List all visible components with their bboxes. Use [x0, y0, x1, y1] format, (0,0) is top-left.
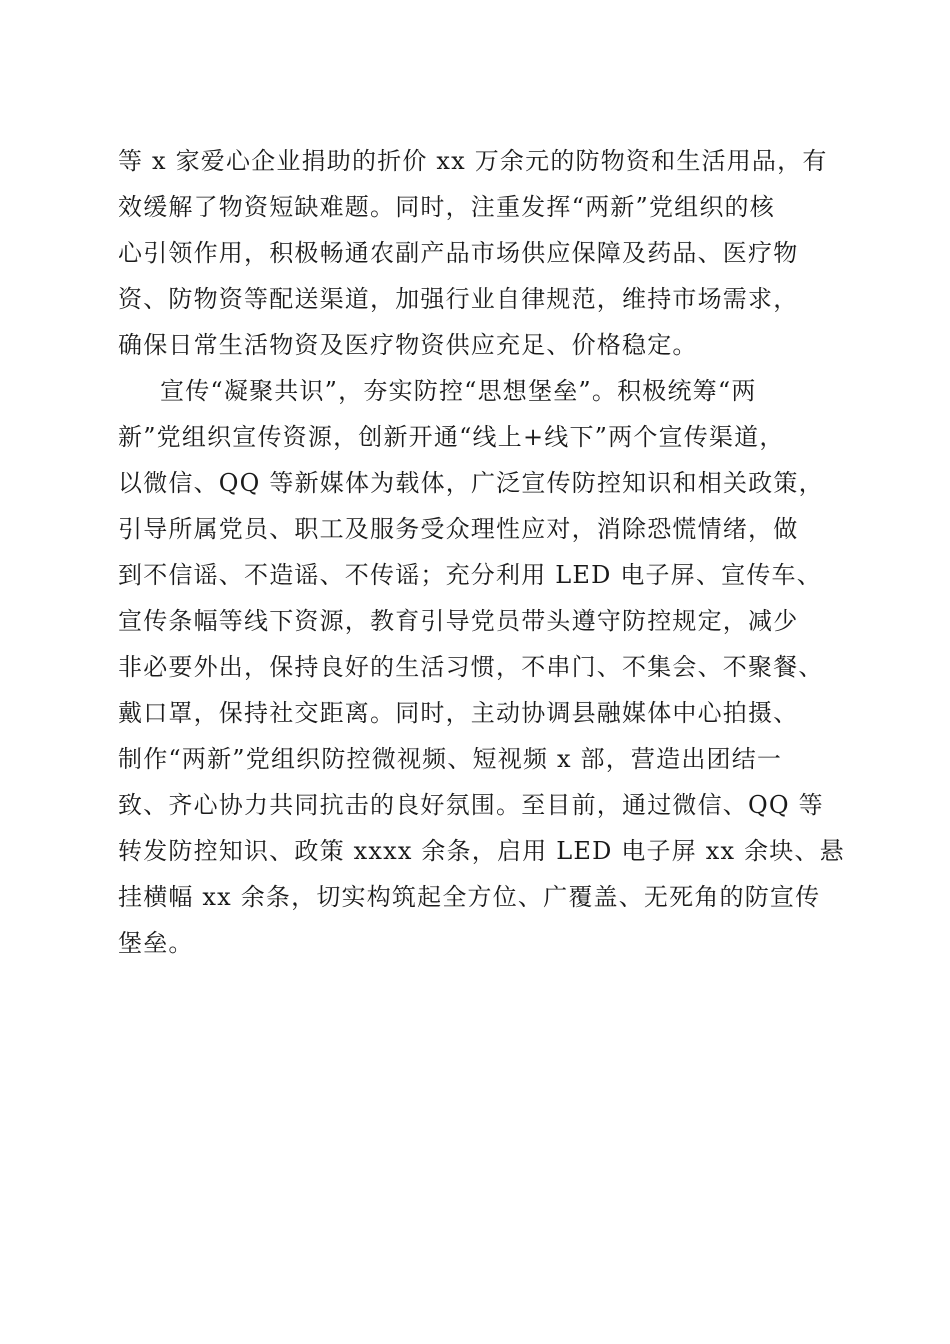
paragraph-1-line-1: 等 x 家爱心企业捐助的折价 xx 万余元的防物资和生活用品，有 — [118, 147, 828, 175]
paragraph-2-line-2: 新”党组织宣传资源，创新开通“线上+线下”两个宣传渠道， — [118, 423, 785, 451]
paragraph-1-line-5: 确保日常生活物资及医疗物资供应充足、价格稳定。 — [118, 331, 698, 359]
paragraph-1-line-4: 资、防物资等配送渠道，加强行业自律规范，维持市场需求， — [118, 285, 799, 313]
paragraph-2-line-11: 转发防控知识、政策 xxxx 余条，启用 LED 电子屏 xx 余块、悬 — [118, 837, 845, 865]
paragraph-2-line-6: 宣传条幅等线下资源，教育引导党员带头遵守防控规定，减少 — [118, 607, 799, 635]
paragraph-2-line-5: 到不信谣、不造谣、不传谣；充分利用 LED 电子屏、宣传车、 — [118, 561, 822, 589]
paragraph-1-line-3: 心引领作用，积极畅通农副产品市场供应保障及药品、医疗物 — [118, 239, 799, 267]
paragraph-2-line-9: 制作“两新”党组织防控微视频、短视频 x 部，营造出团结一 — [118, 745, 783, 773]
paragraph-2-line-4: 引导所属党员、职工及服务受众理性应对，消除恐慌情绪，做 — [118, 515, 799, 543]
paragraph-2-line-3: 以微信、QQ 等新媒体为载体，广泛宣传防控知识和相关政策， — [118, 469, 824, 497]
paragraph-2-line-8: 戴口罩，保持社交距离。同时，主动协调县融媒体中心拍摄、 — [118, 699, 799, 727]
paragraph-2-line-10: 致、齐心协力共同抗击的良好氛围。至目前，通过微信、QQ 等 — [118, 791, 824, 819]
paragraph-2-line-7: 非必要外出，保持良好的生活习惯，不串门、不集会、不聚餐、 — [118, 653, 824, 681]
paragraph-2-line-12: 挂横幅 xx 余条，切实构筑起全方位、广覆盖、无死角的防宣传 — [118, 883, 821, 911]
paragraph-1-line-2: 效缓解了物资短缺难题。同时，注重发挥“两新”党组织的核 — [118, 193, 775, 221]
paragraph-2-line-1: 宣传“凝聚共识”，夯实防控“思想堡垒”。积极统筹“两 — [160, 377, 757, 405]
paragraph-2-line-13: 堡垒。 — [118, 929, 194, 957]
